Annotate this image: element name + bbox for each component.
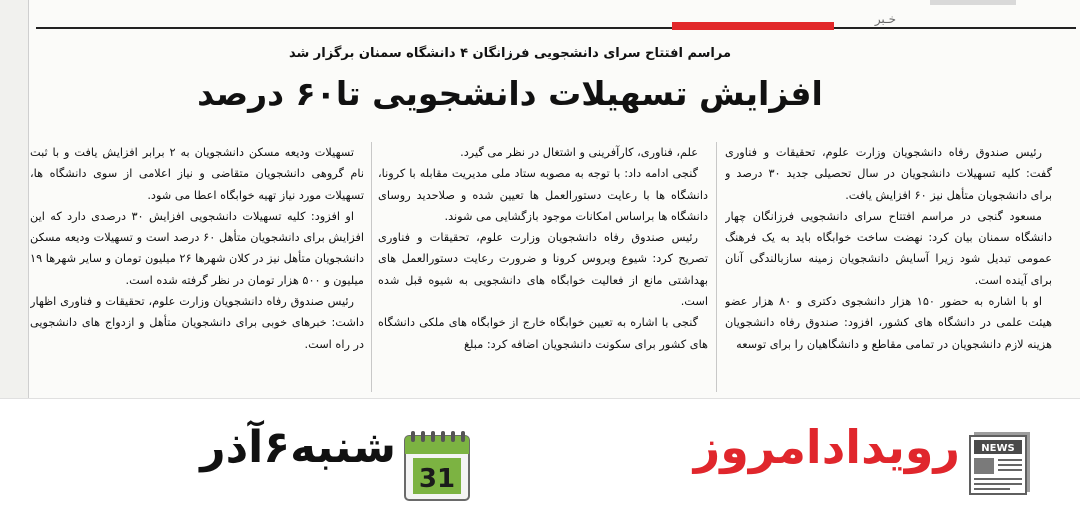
section-label: خـبر: [874, 12, 896, 26]
top-divider-mark: [930, 0, 1016, 5]
paragraph: مسعود گنجی در مراسم افتتاح سرای دانشجویی فرزانگان چهار دانشگاه سمنان بیان کرد: نهضت ساخت خوابگاه باید به یک فرهنگ عمومی تبدیل شود زیرا آسایش دانشجویان زمینه سازبالندگی آنان برای آینده است.: [725, 209, 1052, 287]
brand-title: رویدادامروز: [693, 420, 960, 474]
paragraph: او با اشاره به حضور ۱۵۰ هزار دانشجوی دکتری و ۸۰ هزار عضو هیئت علمی در دانشگاه های کشور، افزود: صندوق رفاه دانشجویان هزینه لازم دانشجویان در تمامی مقاطع و دانشگاهیان را برای توسعه: [725, 295, 1052, 351]
calendar-day: 31: [418, 464, 456, 494]
article-column-1: [725, 142, 1052, 392]
calendar-icon: [402, 430, 472, 502]
paragraph: علم، فناوری، کارآفرینی و اشتغال در نظر می گیرد.: [460, 146, 698, 159]
adjacent-page-edge: [0, 0, 29, 398]
column-divider: [716, 142, 717, 392]
article-kicker: مراسم افتتاح سرای دانشجویی فرزانگان ۴ دانشگاه سمنان برگزار شد: [288, 46, 732, 61]
paragraph: گنجی با اشاره به تعیین خوابگاه خارج از خوابگاه های ملکی دانشگاه های کشور برای سکونت دانشجویان اضافه کرد: مبلغ: [378, 316, 708, 351]
paragraph: رئیس صندوق رفاه دانشجویان وزارت علوم، تحقیقات و فناوری گفت: کلیه تسهیلات دانشجویان در سال تحصیلی جدید ۳۰ درصد و برای دانشجویان متأهل نیز ۶۰ افزایش یافت.: [725, 146, 1052, 202]
section-rule: [36, 27, 1076, 29]
paragraph: رئیس صندوق رفاه دانشجویان وزارت علوم، تحقیقات و فناوری اظهار داشت: خبرهای خوبی برای دانشجویان متأهل و ازدواج های دانشجویی در راه است.: [30, 295, 364, 351]
date-label: شنبه۶آذر: [200, 422, 396, 473]
article-column-2: [378, 142, 708, 392]
newspaper-icon: [968, 430, 1032, 496]
paragraph: گنجی ادامه داد: با توجه به مصوبه ستاد ملی مدیریت مقابله با کرونا، دانشگاه ها با رعایت دستورالعمل ها تعیین شده و صلاحدید روسای دانشگاه ها براساس امکانات موجود بازگشایی می شوند.: [378, 167, 708, 223]
paragraph: تسهیلات ودیعه مسکن دانشجویان به ۲ برابر افزایش یافت و با ثبت نام گروهی دانشجویان متقاضی و نیاز اعلامی از سوی دانشگاه ها، تسهیلات مورد نیاز تهیه خوابگاه اعطا می شود.: [30, 146, 364, 202]
article-headline: افزایش تسهیلات دانشجویی تا۶۰ درصد: [197, 74, 823, 113]
section-accent-bar: [672, 22, 834, 30]
article-column-3: [30, 142, 364, 392]
column-divider: [371, 142, 372, 392]
news-icon-label: NEWS: [981, 443, 1015, 454]
paragraph: او افزود: کلیه تسهیلات دانشجویی افزایش ۳۰ درصدی دارد که این افزایش برای دانشجویان متأهل ۶۰ درصد است و تسهیلات ودیعه مسکن دانشجویان متأهل نیز در کلان شهرها ۲۶ میلیون تومان و سایر شهرها ۱۹ میلیون و ۵۰۰ هزار تومان در نظر گرفته شده است.: [30, 209, 364, 287]
paragraph: رئیس صندوق رفاه دانشجویان وزارت علوم، تحقیقات و فناوری تصریح کرد: شیوع ویروس کرونا و ضرورت رعایت دستورالعمل های بهداشتی مانع از فعالیت خوابگاه های دانشجویی به شیوه قبل شده است.: [378, 231, 708, 309]
